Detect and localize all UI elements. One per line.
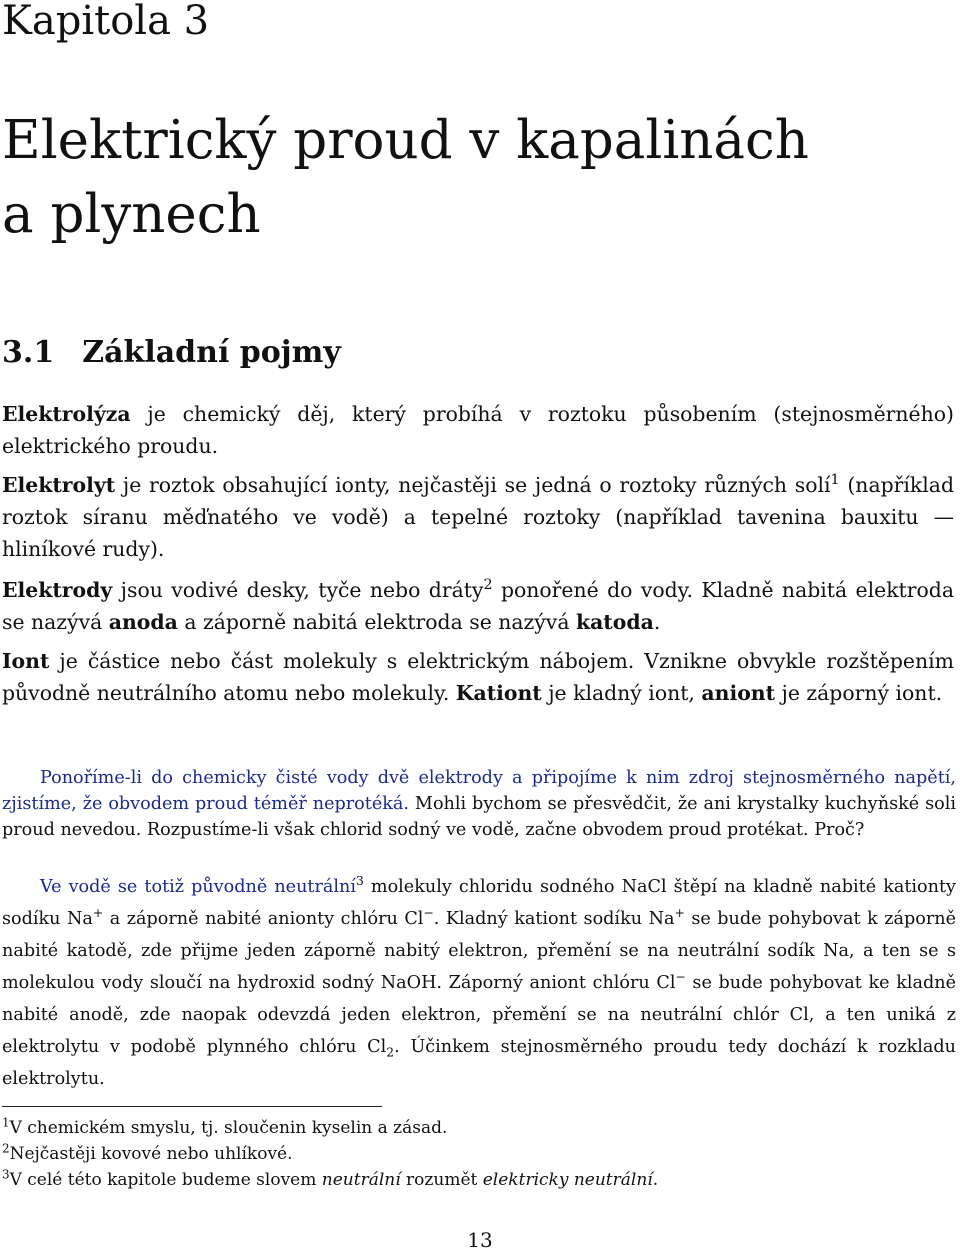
definition-text: je částice nebo část molekuly s elektrickým nábojem. Vznikne obvykle rozštěpením původně neutrálního atomu nebo molekuly. xyxy=(2,649,954,705)
definition-elektrolyt xyxy=(2,469,954,565)
definition-iont xyxy=(2,645,954,709)
section-title: Základní pojmy xyxy=(82,335,341,370)
footnote-text: rozumět xyxy=(400,1170,483,1190)
term-elektrolyza: Elektrolýza xyxy=(2,402,131,426)
definition-text: je záporný iont. xyxy=(775,681,943,705)
footnote-separator xyxy=(2,1106,382,1107)
footnote-text: . xyxy=(652,1170,659,1190)
chapter-label: Kapitola 3 xyxy=(2,0,210,44)
footnote-3 xyxy=(2,1167,942,1193)
definition-text: je roztok obsahující ionty, nejčastěji se jedná o roztoky různých solí xyxy=(115,473,831,497)
footnote-text: V celé této kapitole budeme slovem xyxy=(9,1170,322,1190)
paragraph-text: . Kladný kationt sodíku Na xyxy=(433,909,675,929)
definition-text: je kladný iont, xyxy=(541,681,702,705)
term-elektrody: Elektrody xyxy=(2,578,113,602)
term-anoda: anoda xyxy=(108,610,178,634)
section-heading xyxy=(2,333,341,373)
charge-plus: + xyxy=(92,906,104,921)
definition-text: (například roztok síranu měďnatého ve vodě) a tepelné roztoky (například tavenina bauxitu — hliníkové rudy). xyxy=(2,473,955,561)
charge-minus: − xyxy=(675,970,686,985)
charge-minus: − xyxy=(423,906,434,921)
paragraph-text: se bude pohybovat ke kladně nabité anodě, zde naopak odevzdá jeden elektron, přemění se na neutrální chlór Cl, a ten uniká z elektrolytu v podobě plynného chlóru Cl xyxy=(2,973,956,1057)
highlighted-text: Ponoříme-li do chemicky čisté vody dvě elektrody a připojíme k nim zdroj stejnosměrného napětí, zjistíme, že obvodem proud téměř neprotéká. xyxy=(2,768,956,814)
footnotes xyxy=(2,1115,942,1193)
subscript-2: 2 xyxy=(386,1045,395,1060)
charge-plus: + xyxy=(674,906,685,921)
paragraph-text: . Účinkem stejnosměrného proudu tedy dochází k rozkladu elektrolytu. xyxy=(2,1037,957,1089)
definition-text: a záporně nabitá elektroda se nazývá xyxy=(177,610,576,634)
definition-elektrolyza xyxy=(2,398,954,462)
term-aniont: aniont xyxy=(701,681,776,705)
footnote-1 xyxy=(2,1115,942,1141)
chapter-title-line1: Elektrický proud v kapalinách xyxy=(2,110,809,171)
highlighted-text: Ve vodě se totiž původně neutrální xyxy=(40,877,356,897)
term-elektrolyt: Elektrolyt xyxy=(2,473,116,497)
term-katoda: katoda xyxy=(575,610,654,634)
section-number: 3.1 xyxy=(2,335,55,370)
footnote-2 xyxy=(2,1141,942,1167)
chapter-title-line2: a plynech xyxy=(2,184,261,245)
paragraph-text: se bude pohybovat k záporně nabité katodě, zde přijme jeden záporně nabitý elektron, přemění se na neutrální sodík Na, a ten se s molekulou vody sloučí na hydroxid sodný NaOH. Záporný aniont chlóru Cl xyxy=(2,909,957,993)
term-kationt: Kationt xyxy=(455,681,542,705)
page-number: 13 xyxy=(467,1228,493,1252)
footnote-text: Nejčastěji kovové nebo uhlíkové. xyxy=(9,1144,293,1164)
footnote-emphasis: elektricky neutrální xyxy=(482,1170,653,1190)
paragraph-experiment xyxy=(2,765,956,843)
definition-text: . xyxy=(653,610,661,634)
paragraph-text: molekuly chloridu sodného NaCl štěpí na kladně nabité kationty sodíku Na xyxy=(2,877,956,929)
chapter-title xyxy=(2,104,952,252)
definition-text: ponořené do vody. Kladně nabitá elektroda se nazývá xyxy=(2,578,954,634)
footnote-ref-2: 2 xyxy=(483,577,493,594)
footnote-ref-3: 3 xyxy=(355,874,364,889)
definition-text: jsou vodivé desky, tyče nebo dráty xyxy=(112,578,484,602)
definition-elektrody xyxy=(2,574,954,638)
term-iont: Iont xyxy=(2,649,50,673)
footnote-text: V chemickém smyslu, tj. sloučenin kyselin a zásad. xyxy=(9,1118,448,1138)
paragraph-text: Mohli bychom se přesvědčit, že ani krystalky kuchyňské soli proud nevedou. Rozpustíme-li však chlorid sodný ve vodě, začne obvodem proud protékat. Proč? xyxy=(2,794,956,840)
footnote-emphasis: neutrální xyxy=(321,1170,401,1190)
footnote-mark: 3 xyxy=(2,1167,10,1182)
footnote-mark: 1 xyxy=(2,1115,10,1130)
definition-text: je chemický děj, který probíhá v roztoku působením (stejnosměrného) elektrického proudu. xyxy=(2,402,954,458)
paragraph-text: a záporně nabité anionty chlóru Cl xyxy=(103,909,424,929)
paragraph-explanation xyxy=(2,871,956,1095)
footnote-ref-1: 1 xyxy=(830,472,840,489)
footnote-mark: 2 xyxy=(2,1141,10,1156)
